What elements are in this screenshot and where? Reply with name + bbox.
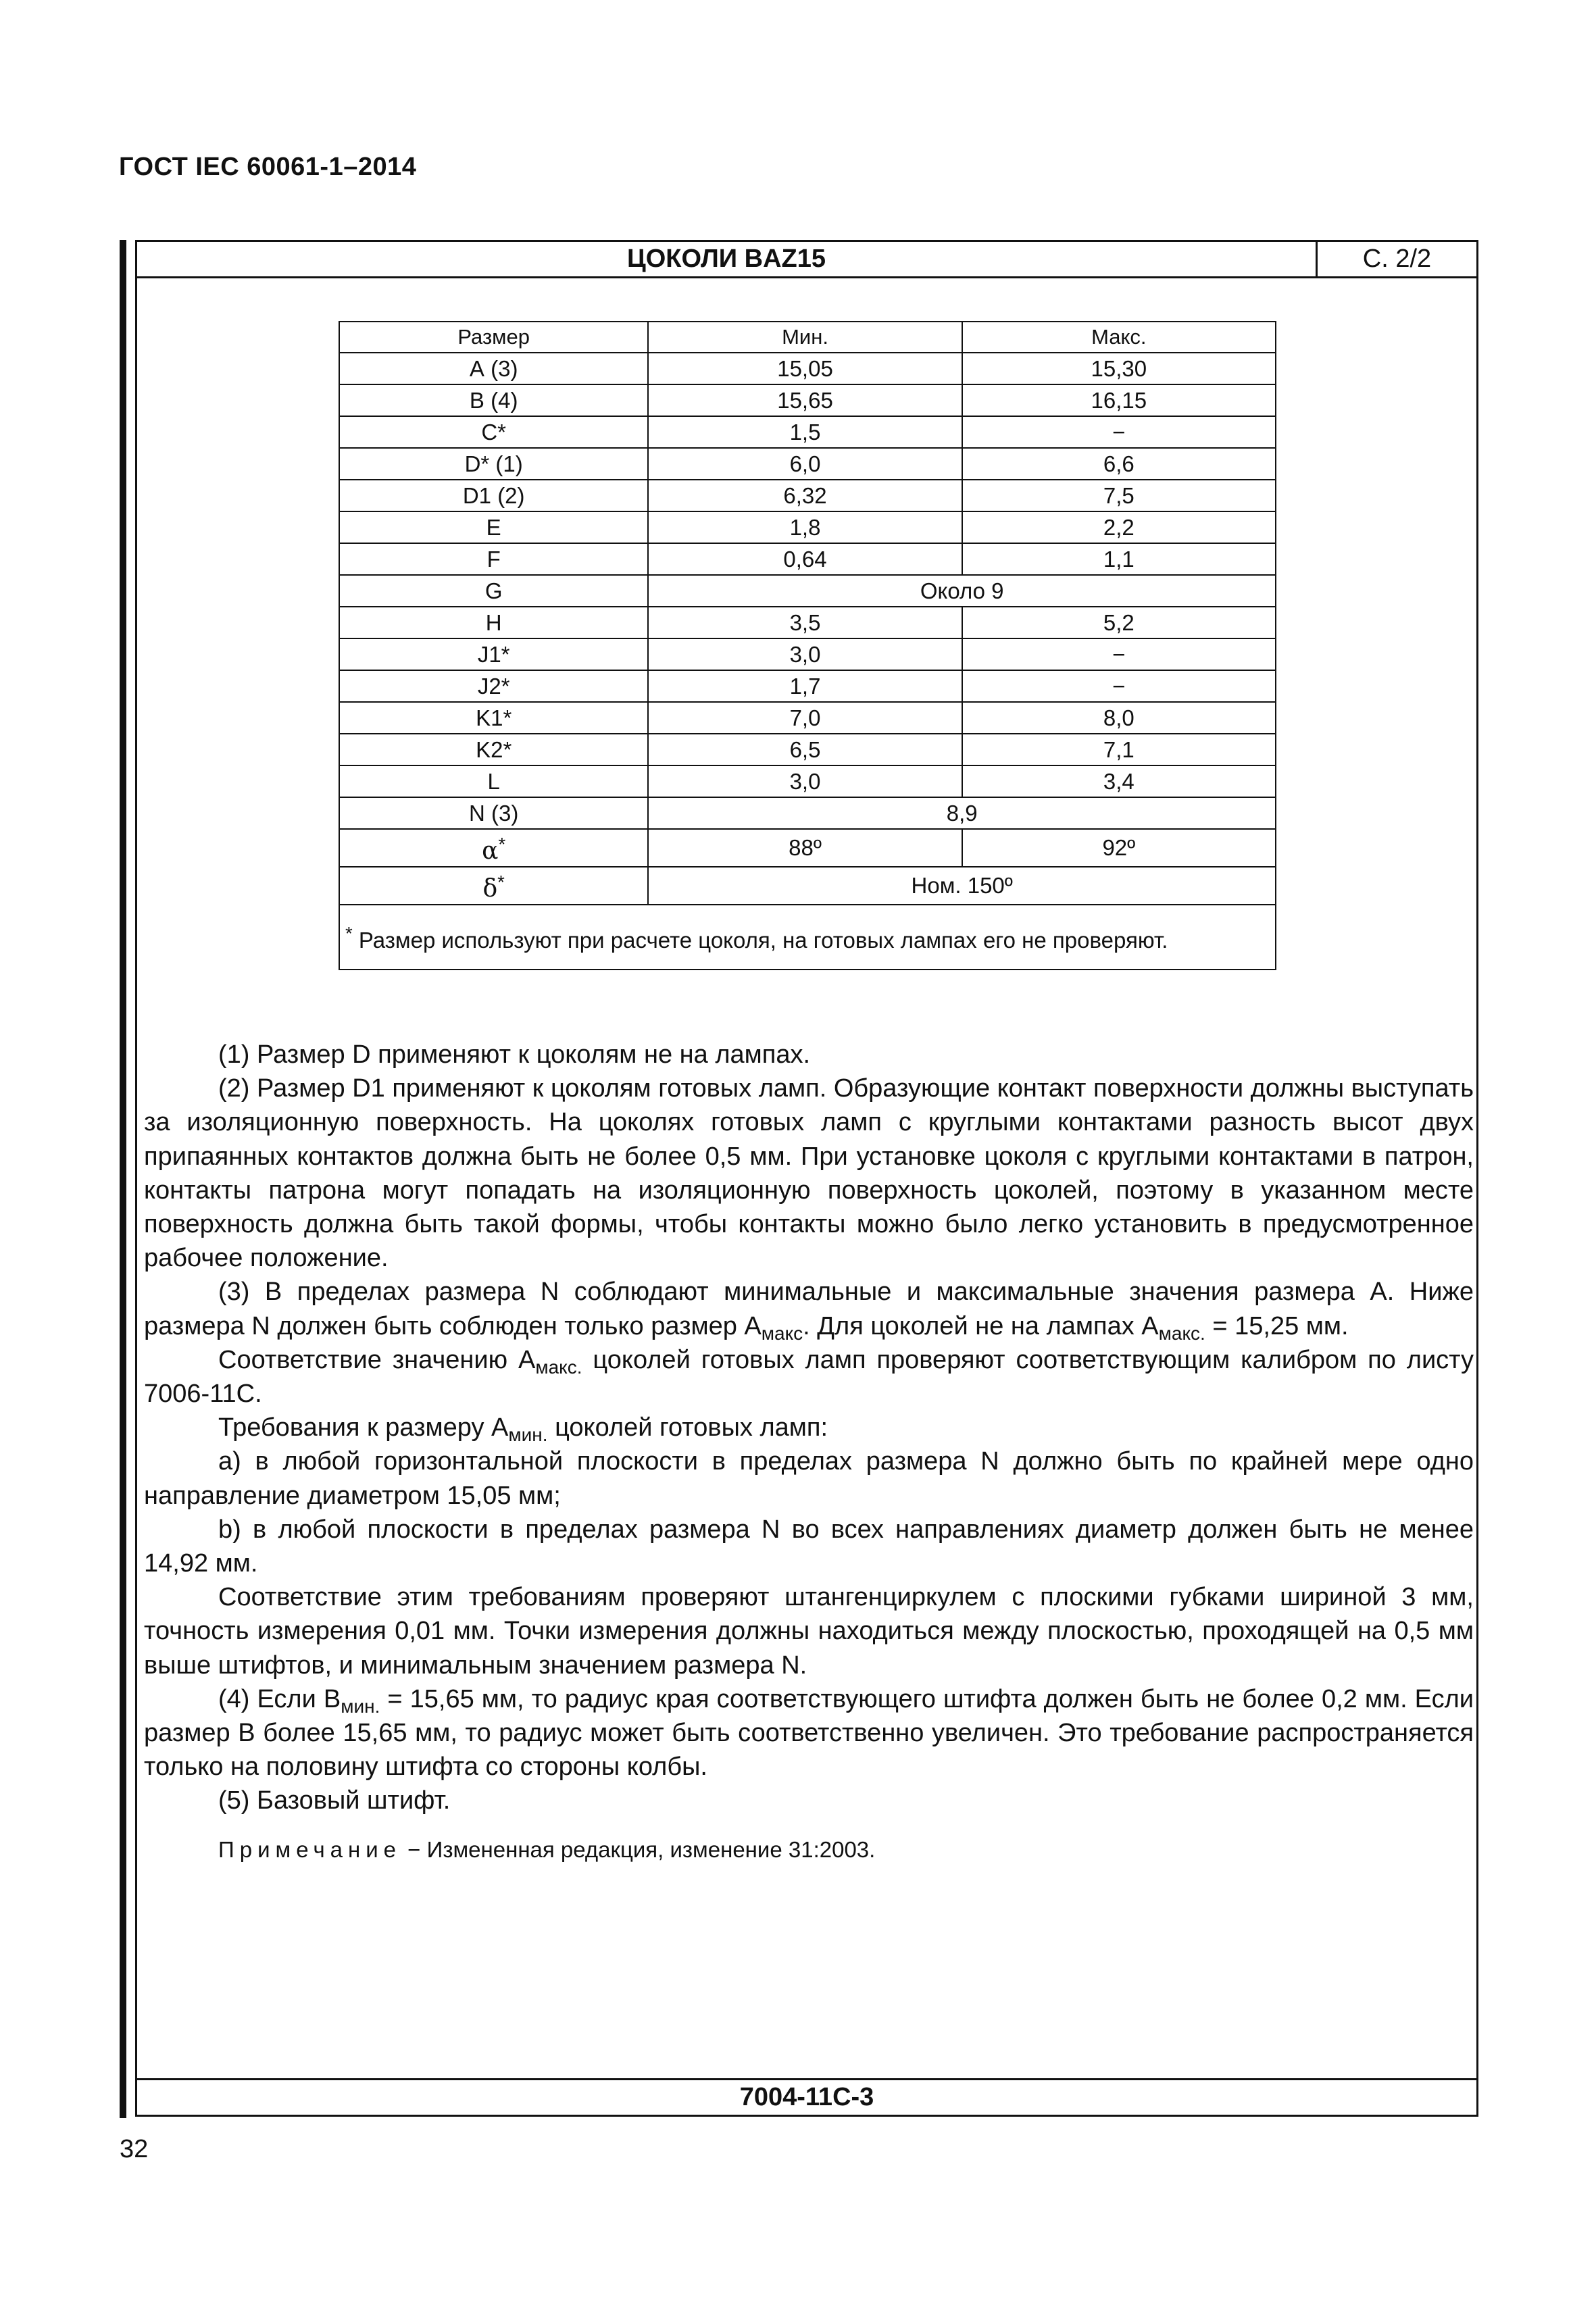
note-3-paragraph-4: Соответствие этим требованиям проверяют штангенциркулем с плоскими губками шириной 3 мм, точность измерения 0,01 мм. Точки измерения должны находиться между плоскостью, проходящей на 0,5 мм выше штифтов, и минимальным значением размера N. <box>144 1583 1474 1680</box>
delta-symbol: δ <box>482 875 498 903</box>
note-text: цоколей готовых ламп проверяют соответствующим калибром по листу 7006-11С. <box>144 1345 1474 1409</box>
cell-max: − <box>962 670 1276 702</box>
table-row <box>339 607 1276 638</box>
footnote-mark: * <box>345 922 353 944</box>
note-4 <box>144 1682 1474 1784</box>
table-row <box>339 797 1276 829</box>
table-row <box>339 448 1276 480</box>
subscript: мин. <box>508 1424 548 1446</box>
cell-max: 3,4 <box>962 765 1276 797</box>
footnote-mark: * <box>498 834 506 855</box>
note-3 <box>144 1275 1474 1342</box>
subscript: макс <box>761 1322 803 1344</box>
subscript: мин. <box>341 1695 380 1717</box>
table-row <box>339 511 1276 543</box>
cell-min: 6,32 <box>648 480 962 511</box>
cell-size: E <box>339 511 648 543</box>
table-row <box>339 543 1276 575</box>
note-text: = 15,65 мм, то радиус края соответствующего штифта должен быть не более 0,2 мм. Если размер B более 15,65 мм, то радиус может быть соответственно увеличен. Это требование распространяется только на половину штифта со стороны колбы. <box>144 1684 1474 1782</box>
table-header-row <box>339 322 1276 353</box>
cell-max: 7,1 <box>962 734 1276 765</box>
cell-size <box>339 867 648 905</box>
note-3-text: (3) В пределах размера N соблюдают минимальные и максимальные значения размера А. Ниже размера N должен быть соблюден только размер А <box>144 1278 1474 1340</box>
note-2: (2) Размер D1 применяют к цоколям готовых ламп. Образующие контакт поверхности должны выступать за изоляционную поверхность. На цоколях готовых ламп с круглыми контактами разность высот двух припаянных контактов должна быть не более 0,5 мм. При установке цоколя с круглыми контактами в патрон, контакты патрона могут попадать на изоляционную поверхность цоколей, поэтому в указанном месте поверхность должна быть такой формы, чтобы контакты можно было легко установить в предусмотренное рабочее положение. <box>144 1074 1474 1273</box>
table-row <box>339 702 1276 734</box>
table-footnote <box>339 905 1276 970</box>
cell-size: B (4) <box>339 384 648 416</box>
table-row <box>339 416 1276 448</box>
note-3-paragraph-3 <box>144 1411 1474 1444</box>
table-row <box>339 867 1276 905</box>
note-3-paragraph-2 <box>144 1343 1474 1411</box>
cell-min: 15,05 <box>648 353 962 384</box>
cell-size: N (3) <box>339 797 648 829</box>
note-3-text: = 15,25 мм. <box>1205 1311 1349 1340</box>
table-row <box>339 480 1276 511</box>
cell-min: 1,7 <box>648 670 962 702</box>
footnote-mark: * <box>497 872 505 892</box>
cell-max: 1,1 <box>962 543 1276 575</box>
table-footnote-row <box>339 905 1276 970</box>
cell-min: 88º <box>648 829 962 867</box>
subscript: макс. <box>1158 1322 1205 1344</box>
cell-size <box>339 829 648 867</box>
cell-min: 3,0 <box>648 638 962 670</box>
table-row <box>339 384 1276 416</box>
note-5: (5) Базовый штифт. <box>218 1786 451 1815</box>
cell-size: C* <box>339 416 648 448</box>
sheet-page-indicator: С. 2/2 <box>1362 245 1432 273</box>
note-3-item-b: b) в любой плоскости в пределах размера N во всех направлениях диаметр должен быть не менее 14,92 мм. <box>144 1515 1474 1578</box>
cell-size: L <box>339 765 648 797</box>
standard-title: ГОСТ IEC 60061-1–2014 <box>119 153 417 181</box>
cell-size: А (3) <box>339 353 648 384</box>
cell-size: K2* <box>339 734 648 765</box>
cell-size: J1* <box>339 638 648 670</box>
notes-text <box>144 1038 1474 1867</box>
cell-min: 1,8 <box>648 511 962 543</box>
note-text: Требования к размеру А <box>218 1413 509 1442</box>
cell-max: 2,2 <box>962 511 1276 543</box>
cell-size: J2* <box>339 670 648 702</box>
cell-size: D* (1) <box>339 448 648 480</box>
cell-min: 6,0 <box>648 448 962 480</box>
alpha-symbol: α <box>482 837 499 865</box>
column-header-min: Мин. <box>648 322 962 353</box>
cell-min: 6,5 <box>648 734 962 765</box>
cell-size: G <box>339 575 648 607</box>
cell-max: 7,5 <box>962 480 1276 511</box>
cell-max: 5,2 <box>962 607 1276 638</box>
table-row <box>339 670 1276 702</box>
remark-text: − Измененная редакция, изменение 31:2003. <box>401 1836 876 1862</box>
table-row <box>339 575 1276 607</box>
note-text: Соответствие значению А <box>218 1345 536 1374</box>
note-3-text: . Для цоколей не на лампах А <box>803 1311 1159 1340</box>
cell-max: − <box>962 638 1276 670</box>
cell-min: 15,65 <box>648 384 962 416</box>
sheet-title: ЦОКОЛИ BAZ15 <box>137 242 1318 276</box>
cell-min: 0,64 <box>648 543 962 575</box>
column-header-max: Макс. <box>962 322 1276 353</box>
sheet-header <box>137 242 1476 278</box>
table-row <box>339 765 1276 797</box>
footnote-text: Размер используют при расчете цоколя, на готовых лампах его не проверяют. <box>352 927 1168 953</box>
cell-merged-value: Около 9 <box>648 575 1276 607</box>
cell-max: 92º <box>962 829 1276 867</box>
remark-label: Примечание <box>218 1836 402 1862</box>
sheet-footer-code: 7004-11С-3 <box>137 2078 1476 2115</box>
cell-max: 16,15 <box>962 384 1276 416</box>
note-3-item-a: а) в любой горизонтальной плоскости в пределах размера N должно быть по крайней мере одно направление диаметром 15,05 мм; <box>144 1447 1474 1510</box>
table-row <box>339 734 1276 765</box>
change-bar <box>120 240 126 2118</box>
note-text: (4) Если В <box>218 1684 341 1713</box>
cell-size: H <box>339 607 648 638</box>
cell-min: 1,5 <box>648 416 962 448</box>
cell-size: F <box>339 543 648 575</box>
cell-merged-value: 8,9 <box>648 797 1276 829</box>
note-text: цоколей готовых ламп: <box>547 1413 828 1442</box>
cell-size: D1 (2) <box>339 480 648 511</box>
sheet-frame <box>135 240 1478 2117</box>
subscript: макс. <box>535 1356 582 1378</box>
cell-min: 7,0 <box>648 702 962 734</box>
cell-merged-value: Ном. 150º <box>648 867 1276 905</box>
dimension-table <box>339 321 1276 970</box>
cell-max: − <box>962 416 1276 448</box>
cell-min: 3,5 <box>648 607 962 638</box>
cell-max: 8,0 <box>962 702 1276 734</box>
note-1: (1) Размер D применяют к цоколям не на лампах. <box>218 1040 811 1069</box>
table-row <box>339 353 1276 384</box>
table-row <box>339 829 1276 867</box>
page-number: 32 <box>120 2135 149 2163</box>
column-header-size: Размер <box>339 322 648 353</box>
cell-max: 6,6 <box>962 448 1276 480</box>
table-row <box>339 638 1276 670</box>
remark <box>144 1833 1474 1867</box>
cell-max: 15,30 <box>962 353 1276 384</box>
cell-min: 3,0 <box>648 765 962 797</box>
cell-size: K1* <box>339 702 648 734</box>
